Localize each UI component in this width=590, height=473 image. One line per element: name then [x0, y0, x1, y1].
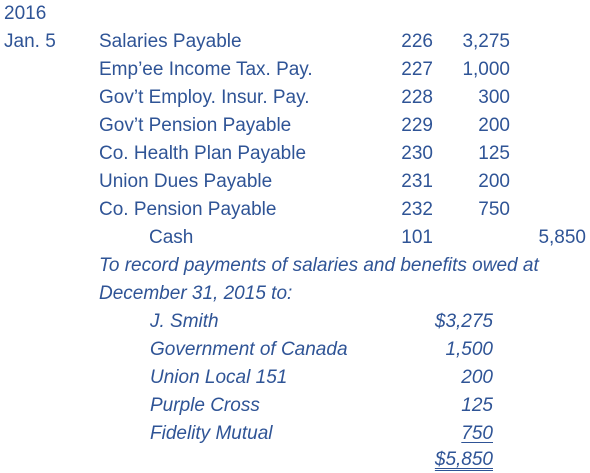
debit-account: Emp’ee Income Tax. Pay. [99, 59, 313, 80]
debit-account: Gov’t Pension Payable [99, 115, 292, 136]
debit-ref: 228 [401, 87, 433, 108]
debit-account: Co. Pension Payable [99, 199, 277, 220]
explanation-line: To record payments of salaries and benefits owed at [99, 255, 539, 276]
debit-account: Gov’t Employ. Insur. Pay. [99, 87, 310, 108]
payee-amount: 750 [461, 423, 493, 444]
credit-account: Cash [149, 227, 194, 248]
debit-ref: 232 [401, 199, 433, 220]
debit-ref: 229 [401, 115, 433, 136]
payee-amount: 125 [461, 395, 493, 416]
debit-amount: 3,275 [462, 31, 510, 52]
credit-ref: 101 [401, 227, 433, 248]
payee-amount: 200 [461, 367, 493, 388]
entry-date: Jan. 5 [4, 31, 56, 52]
debit-amount: 200 [478, 115, 510, 136]
debit-amount: 300 [478, 87, 510, 108]
payee-name: Union Local 151 [150, 367, 288, 388]
debit-amount: 200 [478, 171, 510, 192]
credit-amount: 5,850 [538, 227, 586, 248]
payee-amount: $3,275 [434, 311, 493, 332]
debit-ref: 231 [401, 171, 433, 192]
debit-amount: 1,000 [462, 59, 510, 80]
payee-name: Fidelity Mutual [150, 423, 273, 444]
debit-account: Union Dues Payable [99, 171, 273, 192]
debit-amount: 125 [478, 143, 510, 164]
debit-amount: 750 [478, 199, 510, 220]
debit-ref: 230 [401, 143, 433, 164]
explanation-line: December 31, 2015 to: [99, 283, 293, 304]
payee-name: Government of Canada [150, 339, 348, 360]
debit-ref: 227 [401, 59, 433, 80]
debit-account: Salaries Payable [99, 31, 242, 52]
payee-name: J. Smith [150, 311, 219, 332]
payee-total: $5,850 [434, 449, 493, 470]
debit-ref: 226 [401, 31, 433, 52]
debit-account: Co. Health Plan Payable [99, 143, 307, 164]
payee-amount: 1,500 [445, 339, 493, 360]
entry-year: 2016 [4, 3, 47, 24]
payee-name: Purple Cross [150, 395, 260, 416]
